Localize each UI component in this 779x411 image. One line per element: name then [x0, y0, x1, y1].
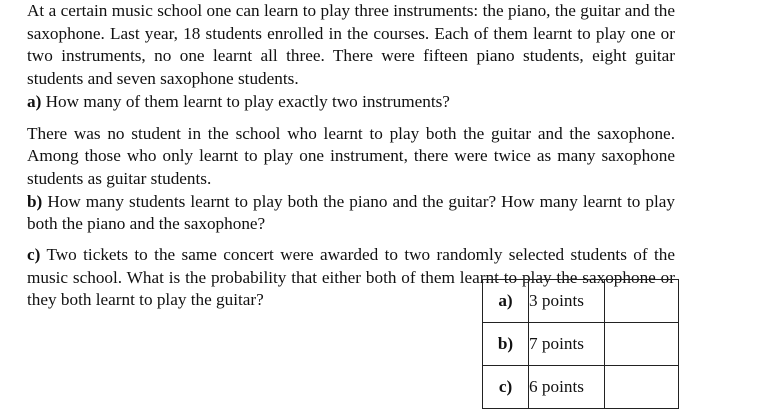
problem-text	[27, 0, 675, 312]
question-a-text: How many of them learnt to play exactly two instruments?	[45, 91, 450, 111]
points-table	[482, 279, 679, 409]
points-row-a	[483, 280, 679, 323]
question-c-label: c)	[27, 245, 41, 265]
points-part-label: b)	[483, 323, 529, 366]
points-value: 6 points	[529, 366, 605, 409]
info-paragraph: There was no student in the school who learnt to play both the guitar and the saxophone. Among those who only learnt to play one instrument, there were twice as many saxophone students as guitar students.	[27, 123, 675, 188]
intro-paragraph: At a certain music school one can learn to play three instruments: the piano, the guitar and the saxophone. Last year, 18 students enrolled in the courses. Each of them learnt to play one or two instruments, no one learnt all three. There were fifteen piano students, eight guitar students and seven saxophone students.	[27, 1, 675, 89]
points-value: 3 points	[529, 280, 605, 323]
question-b-text: How many students learnt to play both the piano and the guitar? How many learnt to play both the piano and the saxophone?	[27, 191, 675, 234]
question-b	[27, 191, 675, 236]
question-b-label: b)	[27, 191, 43, 211]
question-a-label: a)	[27, 91, 42, 111]
points-row-b	[483, 323, 679, 366]
points-value: 7 points	[529, 323, 605, 366]
question-c-text: Two tickets to the same concert were awarded to two randomly selected students of the music school. What is the probability that either both of them learnt to play the saxophone or they both learnt to play the guitar?	[27, 245, 675, 310]
score-cell	[605, 323, 679, 366]
points-row-c	[483, 366, 679, 409]
points-part-label: c)	[483, 366, 529, 409]
score-cell	[605, 280, 679, 323]
question-a	[27, 91, 675, 114]
points-part-label: a)	[483, 280, 529, 323]
score-cell	[605, 366, 679, 409]
